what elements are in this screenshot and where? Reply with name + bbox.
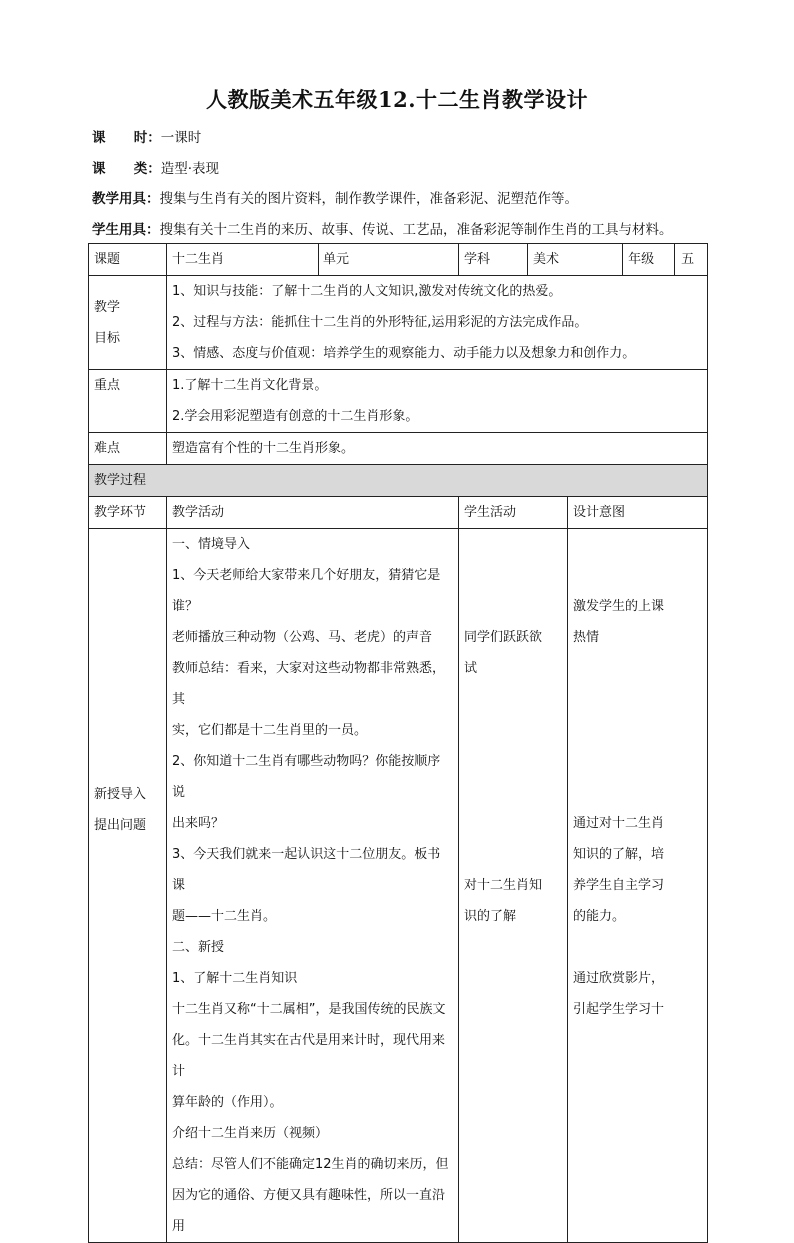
difficulty-label: 难点 [89, 433, 167, 465]
intent-line: 激发学生的上课 [573, 599, 665, 614]
objectives-label-text: 教学目标 [94, 299, 121, 346]
intent-line: 通过欣赏影片， [573, 971, 665, 986]
meta-type-value: 造型·表现 [160, 161, 219, 177]
table-row-process-heading [89, 465, 708, 497]
intent-line: 热情 [573, 630, 600, 645]
activity-line: 总结：尽管人们不能确定12生肖的确切来历，但 [172, 1157, 449, 1172]
activity-line: 因为它的通俗、方便又具有趣味性，所以一直沿用 [172, 1188, 446, 1234]
objectives-content [167, 276, 708, 370]
difficulty-content: 塑造富有个性的十二生肖形象。 [167, 433, 708, 465]
objective-item: 2、过程与方法：能抓住十二生肖的外形特征,运用彩泥的方法完成作品。 [172, 315, 588, 330]
stage-line: 新授导入 [94, 787, 147, 802]
meta-teacher-tools-value: 搜集与生肖有关的图片资料，制作教学课件，准备彩泥、泥塑范作等。 [159, 191, 578, 207]
header-student: 学生活动 [459, 497, 568, 529]
key-point-item: 1.了解十二生肖文化背景。 [172, 378, 328, 393]
table-row-difficulty [89, 433, 708, 465]
activity-line: 二、新授 [172, 940, 225, 955]
stage-cell [89, 529, 167, 1243]
intent-line: 引起学生学习十 [573, 1002, 665, 1017]
meta-teacher-tools-label: 教学用具： [92, 191, 160, 207]
header-intent: 设计意图 [568, 497, 708, 529]
activity-cell [167, 529, 459, 1243]
table-row-key-points [89, 370, 708, 433]
meta-student-tools-value: 搜集有关十二生肖的来历、故事、传说、工艺品，准备彩泥等制作生肖的工具与材料。 [159, 222, 673, 238]
grade-value: 五 [681, 252, 695, 267]
activity-line: 算年龄的（作用）。 [172, 1095, 283, 1110]
objective-item: 1、知识与技能：了解十二生肖的人文知识,激发对传统文化的热爱。 [172, 284, 562, 299]
activity-line: 化。十二生肖其实在古代是用来计时，现代用来计 [172, 1033, 446, 1079]
meta-type-label: 课 类： [92, 161, 161, 177]
activity-line: 教师总结：看来，大家对这些动物都非常熟悉，其 [172, 661, 446, 707]
student-activity-line: 识的了解 [464, 909, 517, 924]
stage-line: 提出问题 [94, 818, 147, 833]
intent-line: 养学生自主学习 [573, 878, 665, 893]
unit-label: 单元 [319, 244, 459, 276]
header-stage: 教学环节 [89, 497, 167, 529]
activity-line: 2、你知道十二生肖有哪些动物吗？你能按顺序说 [172, 754, 441, 800]
key-point-item: 2.学会用彩泥塑造有创意的十二生肖形象。 [172, 409, 419, 424]
activity-line: 实，它们都是十二生肖里的一员。 [172, 723, 368, 738]
meta-type [92, 157, 219, 177]
process-heading: 教学过程 [89, 465, 708, 497]
spacer [464, 684, 562, 870]
meta-student-tools [92, 218, 673, 238]
subject-value: 美术 [528, 244, 623, 276]
grade-label: 年级 [623, 244, 675, 275]
meta-teacher-tools [92, 187, 578, 207]
meta-period-value: 一课时 [160, 130, 202, 146]
lesson-plan-table [88, 243, 708, 1243]
activity-line: 题——十二生肖。 [172, 909, 277, 924]
grade-cell [623, 244, 708, 276]
table-row-headers [89, 497, 708, 529]
activity-line: 3、今天我们就来一起认识这十二位朋友。板书课 [172, 847, 441, 893]
key-content [167, 370, 708, 433]
page-title: 人教版美术五年级12.十二生肖教学设计 [205, 87, 589, 112]
objectives-label [89, 276, 167, 370]
intent-line: 的能力。 [573, 909, 626, 924]
spacer [573, 932, 702, 963]
key-label: 重点 [89, 370, 167, 433]
topic-value: 十二生肖 [167, 244, 319, 276]
intent-line: 知识的了解，培 [573, 847, 665, 862]
student-activity-line: 试 [464, 661, 478, 676]
meta-period [92, 126, 201, 146]
meta-student-tools-label: 学生用具： [92, 222, 160, 238]
student-activity-line: 同学们跃跃欲 [464, 630, 543, 645]
activity-line: 介绍十二生肖来历（视频） [172, 1126, 329, 1141]
student-activity-line: 对十二生肖知 [464, 878, 543, 893]
table-row-process [89, 529, 708, 1243]
meta-period-label: 课 时： [92, 130, 161, 146]
topic-label: 课题 [89, 244, 167, 276]
header-activity: 教学活动 [167, 497, 459, 529]
subject-label: 学科 [459, 244, 528, 276]
table-row-basic-info [89, 244, 708, 276]
table-row-objectives [89, 276, 708, 370]
student-activity-cell [459, 529, 568, 1243]
activity-line: 出来吗？ [172, 816, 225, 831]
objective-item: 3、情感、态度与价值观：培养学生的观察能力、动手能力以及想象力和创作力。 [172, 346, 636, 361]
activity-line: 1、今天老师给大家带来几个好朋友，猜猜它是谁？ [172, 568, 441, 614]
activity-line: 1、了解十二生肖知识 [172, 971, 298, 986]
spacer [573, 653, 702, 808]
activity-line: 一、情境导入 [172, 537, 251, 552]
activity-line: 十二生肖又称“十二属相”，是我国传统的民族文 [172, 1002, 446, 1017]
intent-cell [568, 529, 708, 1243]
activity-line: 老师播放三种动物（公鸡、马、老虎）的声音 [172, 630, 433, 645]
intent-line: 通过对十二生肖 [573, 816, 665, 831]
